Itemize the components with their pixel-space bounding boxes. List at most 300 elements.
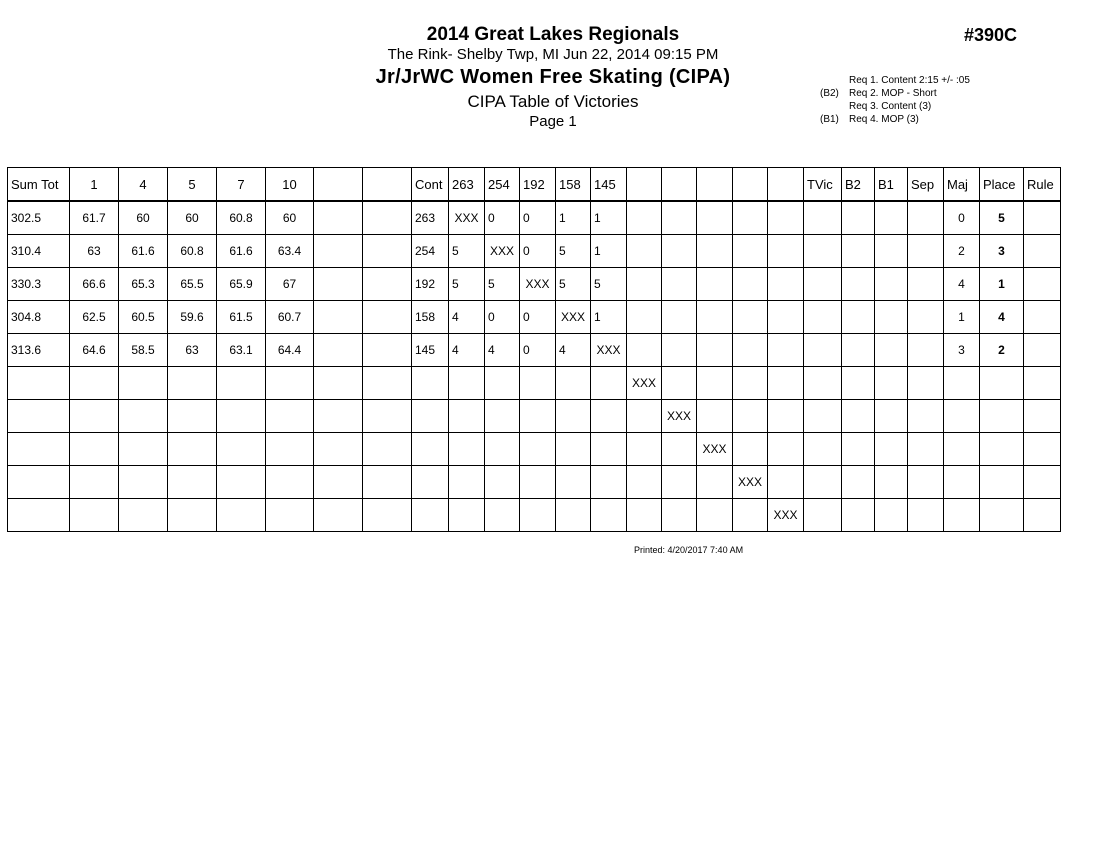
table-cell xyxy=(627,235,662,268)
place-cell xyxy=(980,499,1024,532)
table-cell: 5 xyxy=(485,268,520,301)
table-cell: 60.7 xyxy=(266,301,314,334)
table-cell xyxy=(412,367,449,400)
table-cell xyxy=(1024,334,1061,367)
place-cell: 2 xyxy=(980,334,1024,367)
table-cell xyxy=(168,499,217,532)
table-cell xyxy=(908,400,944,433)
table-cell xyxy=(842,466,875,499)
table-cell: 61.7 xyxy=(70,201,119,235)
table-cell xyxy=(556,367,591,400)
table-header-row xyxy=(8,168,1061,202)
table-cell xyxy=(363,301,412,334)
table-cell xyxy=(520,499,556,532)
table-cell xyxy=(485,367,520,400)
requirement-code: (B1) xyxy=(820,114,839,125)
table-cell xyxy=(119,499,168,532)
table-cell: 58.5 xyxy=(119,334,168,367)
table-cell xyxy=(449,433,485,466)
table-cell xyxy=(662,367,697,400)
self-comparison-cell: XXX xyxy=(485,235,520,268)
table-cell: 5 xyxy=(449,268,485,301)
requirement-text: Req 4. MOP (3) xyxy=(849,114,919,125)
table-cell xyxy=(412,400,449,433)
table-cell: 1 xyxy=(591,235,627,268)
table-cell xyxy=(217,499,266,532)
column-header: Sep xyxy=(908,168,944,202)
table-cell xyxy=(733,499,768,532)
table-cell: 63.4 xyxy=(266,235,314,268)
table-cell xyxy=(314,400,363,433)
table-cell xyxy=(804,201,842,235)
table-cell xyxy=(842,400,875,433)
table-cell xyxy=(8,400,70,433)
table-cell xyxy=(8,433,70,466)
column-header: B1 xyxy=(875,168,908,202)
table-cell xyxy=(875,400,908,433)
table-cell xyxy=(804,301,842,334)
table-cell xyxy=(70,433,119,466)
table-cell xyxy=(1024,499,1061,532)
table-cell xyxy=(70,499,119,532)
column-header xyxy=(363,168,412,202)
table-cell: 310.4 xyxy=(8,235,70,268)
table-cell xyxy=(363,466,412,499)
table-cell xyxy=(556,433,591,466)
table-cell: 61.6 xyxy=(119,235,168,268)
table-cell xyxy=(842,433,875,466)
table-cell: 65.5 xyxy=(168,268,217,301)
table-cell xyxy=(1024,433,1061,466)
table-cell: 0 xyxy=(520,334,556,367)
table-cell xyxy=(662,499,697,532)
table-cell: 330.3 xyxy=(8,268,70,301)
table-row xyxy=(8,433,1061,466)
table-cell: 2 xyxy=(944,235,980,268)
table-cell xyxy=(875,268,908,301)
table-cell xyxy=(804,499,842,532)
table-cell xyxy=(119,466,168,499)
column-header xyxy=(662,168,697,202)
table-row xyxy=(8,268,1061,301)
table-cell xyxy=(908,235,944,268)
table-cell xyxy=(697,268,733,301)
table-cell xyxy=(520,400,556,433)
table-cell xyxy=(314,235,363,268)
table-cell xyxy=(168,367,217,400)
table-cell xyxy=(314,367,363,400)
table-row xyxy=(8,334,1061,367)
table-cell xyxy=(627,268,662,301)
column-header: Cont xyxy=(412,168,449,202)
table-cell xyxy=(627,433,662,466)
table-cell xyxy=(944,367,980,400)
place-cell: 5 xyxy=(980,201,1024,235)
table-cell xyxy=(1024,268,1061,301)
table-cell xyxy=(314,433,363,466)
table-cell xyxy=(591,466,627,499)
table-cell: 1 xyxy=(556,201,591,235)
table-cell xyxy=(8,499,70,532)
column-header: 7 xyxy=(217,168,266,202)
table-cell xyxy=(314,201,363,235)
place-cell xyxy=(980,466,1024,499)
table-cell xyxy=(217,466,266,499)
table-cell xyxy=(266,466,314,499)
table-cell xyxy=(266,367,314,400)
self-comparison-cell: XXX xyxy=(627,367,662,400)
table-cell xyxy=(842,201,875,235)
table-cell xyxy=(908,268,944,301)
table-cell xyxy=(804,268,842,301)
table-cell xyxy=(842,367,875,400)
table-cell xyxy=(804,235,842,268)
table-cell: 60.8 xyxy=(168,235,217,268)
table-cell: 4 xyxy=(449,334,485,367)
table-cell xyxy=(119,433,168,466)
table-cell xyxy=(662,201,697,235)
column-header xyxy=(733,168,768,202)
table-cell xyxy=(875,334,908,367)
table-cell xyxy=(627,201,662,235)
table-cell: 60 xyxy=(168,201,217,235)
table-cell xyxy=(520,433,556,466)
self-comparison-cell: XXX xyxy=(591,334,627,367)
table-title: CIPA Table of Victories xyxy=(467,92,639,111)
table-cell: 302.5 xyxy=(8,201,70,235)
table-cell xyxy=(768,235,804,268)
column-header: Rule xyxy=(1024,168,1061,202)
table-cell xyxy=(449,400,485,433)
table-cell xyxy=(363,433,412,466)
table-cell xyxy=(363,201,412,235)
column-header xyxy=(314,168,363,202)
table-cell xyxy=(908,367,944,400)
table-row xyxy=(8,201,1061,235)
table-cell: 62.5 xyxy=(70,301,119,334)
table-cell xyxy=(768,466,804,499)
table-cell xyxy=(363,268,412,301)
table-cell xyxy=(944,400,980,433)
table-cell xyxy=(908,334,944,367)
table-cell xyxy=(266,400,314,433)
table-cell xyxy=(842,334,875,367)
table-cell xyxy=(556,466,591,499)
table-cell xyxy=(266,499,314,532)
table-cell xyxy=(314,301,363,334)
table-cell xyxy=(944,499,980,532)
table-cell xyxy=(908,499,944,532)
table-cell: 1 xyxy=(591,301,627,334)
table-cell xyxy=(697,367,733,400)
table-cell: 0 xyxy=(520,301,556,334)
table-cell xyxy=(768,334,804,367)
table-cell: 5 xyxy=(591,268,627,301)
table-cell xyxy=(627,400,662,433)
segment-title: Jr/JrWC Women Free Skating (CIPA) xyxy=(375,66,731,88)
table-cell xyxy=(627,499,662,532)
table-cell xyxy=(768,201,804,235)
table-cell xyxy=(1024,301,1061,334)
table-cell: 0 xyxy=(485,201,520,235)
place-cell xyxy=(980,400,1024,433)
table-cell xyxy=(908,201,944,235)
table-cell: 5 xyxy=(556,235,591,268)
event-name: 2014 Great Lakes Regionals xyxy=(426,24,680,45)
table-cell: 1 xyxy=(944,301,980,334)
table-cell: 63 xyxy=(168,334,217,367)
table-cell: 254 xyxy=(412,235,449,268)
table-cell: 0 xyxy=(485,301,520,334)
event-number: #390C xyxy=(964,25,1018,45)
table-cell xyxy=(485,466,520,499)
table-cell xyxy=(908,433,944,466)
table-cell xyxy=(168,433,217,466)
table-cell xyxy=(842,268,875,301)
table-cell xyxy=(363,235,412,268)
table-cell: 313.6 xyxy=(8,334,70,367)
table-cell xyxy=(363,499,412,532)
table-cell xyxy=(217,433,266,466)
table-cell xyxy=(842,301,875,334)
table-cell: 1 xyxy=(591,201,627,235)
table-cell xyxy=(266,433,314,466)
place-cell xyxy=(980,433,1024,466)
table-cell xyxy=(662,301,697,334)
self-comparison-cell: XXX xyxy=(697,433,733,466)
table-cell xyxy=(363,367,412,400)
table-cell xyxy=(733,400,768,433)
table-cell xyxy=(485,400,520,433)
self-comparison-cell: XXX xyxy=(733,466,768,499)
table-row xyxy=(8,499,1061,532)
self-comparison-cell: XXX xyxy=(520,268,556,301)
table-row xyxy=(8,466,1061,499)
table-cell: 145 xyxy=(412,334,449,367)
table-cell xyxy=(662,268,697,301)
requirement-text: Req 3. Content (3) xyxy=(849,101,932,112)
table-cell xyxy=(875,301,908,334)
table-cell xyxy=(627,334,662,367)
table-cell: 60 xyxy=(119,201,168,235)
table-cell xyxy=(697,499,733,532)
table-cell xyxy=(733,201,768,235)
column-header: 158 xyxy=(556,168,591,202)
table-cell xyxy=(804,433,842,466)
table-cell: 66.6 xyxy=(70,268,119,301)
table-row xyxy=(8,301,1061,334)
table-cell xyxy=(520,466,556,499)
table-cell xyxy=(314,334,363,367)
table-row xyxy=(8,367,1061,400)
table-cell xyxy=(697,334,733,367)
table-cell xyxy=(733,367,768,400)
table-cell xyxy=(556,400,591,433)
table-cell: 63.1 xyxy=(217,334,266,367)
table-cell xyxy=(168,400,217,433)
table-cell xyxy=(733,268,768,301)
table-cell xyxy=(627,466,662,499)
table-cell xyxy=(875,499,908,532)
table-cell: 304.8 xyxy=(8,301,70,334)
table-cell xyxy=(485,433,520,466)
column-header: TVic xyxy=(804,168,842,202)
table-cell: 4 xyxy=(556,334,591,367)
column-header xyxy=(768,168,804,202)
table-cell xyxy=(697,466,733,499)
table-cell xyxy=(412,433,449,466)
table-cell xyxy=(804,400,842,433)
table-cell xyxy=(768,367,804,400)
table-cell xyxy=(804,367,842,400)
column-header: 145 xyxy=(591,168,627,202)
table-cell xyxy=(314,466,363,499)
table-cell: 0 xyxy=(520,235,556,268)
table-cell xyxy=(875,201,908,235)
table-cell: 3 xyxy=(944,334,980,367)
table-cell xyxy=(662,235,697,268)
column-header: 263 xyxy=(449,168,485,202)
table-cell xyxy=(875,235,908,268)
table-cell: 59.6 xyxy=(168,301,217,334)
self-comparison-cell: XXX xyxy=(662,400,697,433)
table-cell: 61.5 xyxy=(217,301,266,334)
table-cell xyxy=(314,268,363,301)
table-cell: 64.4 xyxy=(266,334,314,367)
table-cell: 60 xyxy=(266,201,314,235)
table-cell xyxy=(449,499,485,532)
table-cell: 60.5 xyxy=(119,301,168,334)
table-cell: 192 xyxy=(412,268,449,301)
table-cell xyxy=(591,400,627,433)
table-cell: 64.6 xyxy=(70,334,119,367)
column-header xyxy=(697,168,733,202)
table-cell: 67 xyxy=(266,268,314,301)
table-cell: 61.6 xyxy=(217,235,266,268)
table-cell xyxy=(733,334,768,367)
requirement-text: Req 2. MOP - Short xyxy=(849,88,937,99)
table-row xyxy=(8,235,1061,268)
table-cell xyxy=(70,400,119,433)
table-cell xyxy=(70,367,119,400)
table-cell xyxy=(314,499,363,532)
table-cell xyxy=(8,466,70,499)
table-cell xyxy=(733,433,768,466)
table-cell xyxy=(804,466,842,499)
column-header: 254 xyxy=(485,168,520,202)
table-cell xyxy=(1024,201,1061,235)
table-cell xyxy=(662,334,697,367)
table-cell: 0 xyxy=(944,201,980,235)
table-cell xyxy=(485,499,520,532)
table-cell: 60.8 xyxy=(217,201,266,235)
table-cell xyxy=(944,433,980,466)
table-cell xyxy=(119,367,168,400)
table-cell xyxy=(908,301,944,334)
column-header: Sum Tot xyxy=(8,168,70,202)
table-cell xyxy=(591,367,627,400)
table-cell: 0 xyxy=(520,201,556,235)
table-cell xyxy=(627,301,662,334)
table-cell xyxy=(842,235,875,268)
victories-table xyxy=(7,167,1061,532)
table-cell xyxy=(591,499,627,532)
table-cell xyxy=(119,400,168,433)
table-cell xyxy=(768,400,804,433)
table-cell xyxy=(768,433,804,466)
venue-date-line: The Rink- Shelby Twp, MI Jun 22, 2014 09:15 PM xyxy=(387,46,719,63)
table-cell xyxy=(662,466,697,499)
table-cell xyxy=(875,466,908,499)
table-cell xyxy=(363,334,412,367)
table-cell xyxy=(168,466,217,499)
table-cell xyxy=(875,367,908,400)
table-cell: 4 xyxy=(449,301,485,334)
table-cell: 263 xyxy=(412,201,449,235)
table-cell xyxy=(217,367,266,400)
table-cell: 158 xyxy=(412,301,449,334)
table-cell xyxy=(591,433,627,466)
table-cell xyxy=(412,499,449,532)
table-cell xyxy=(733,235,768,268)
column-header: B2 xyxy=(842,168,875,202)
column-header: Place xyxy=(980,168,1024,202)
table-cell xyxy=(768,301,804,334)
table-cell: 4 xyxy=(485,334,520,367)
page-label: Page 1 xyxy=(529,113,577,130)
table-cell xyxy=(363,400,412,433)
table-cell xyxy=(875,433,908,466)
self-comparison-cell: XXX xyxy=(556,301,591,334)
table-cell: 5 xyxy=(556,268,591,301)
column-header: 5 xyxy=(168,168,217,202)
place-cell xyxy=(980,367,1024,400)
column-header: 4 xyxy=(119,168,168,202)
table-cell xyxy=(697,201,733,235)
table-cell xyxy=(520,367,556,400)
table-cell xyxy=(697,301,733,334)
table-cell: 63 xyxy=(70,235,119,268)
table-cell xyxy=(944,466,980,499)
table-cell xyxy=(70,466,119,499)
table-cell xyxy=(697,235,733,268)
column-header: 1 xyxy=(70,168,119,202)
place-cell: 1 xyxy=(980,268,1024,301)
table-cell xyxy=(412,466,449,499)
table-cell xyxy=(1024,367,1061,400)
table-cell: 65.9 xyxy=(217,268,266,301)
table-cell xyxy=(556,499,591,532)
table-cell xyxy=(842,499,875,532)
table-cell xyxy=(804,334,842,367)
self-comparison-cell: XXX xyxy=(449,201,485,235)
requirement-text: Req 1. Content 2:15 +/- :05 xyxy=(849,75,970,86)
table-cell: 5 xyxy=(449,235,485,268)
place-cell: 3 xyxy=(980,235,1024,268)
table-cell xyxy=(1024,235,1061,268)
place-cell: 4 xyxy=(980,301,1024,334)
table-cell xyxy=(1024,400,1061,433)
table-cell xyxy=(449,466,485,499)
table-cell xyxy=(662,433,697,466)
table-cell xyxy=(908,466,944,499)
printed-timestamp: Printed: 4/20/2017 7:40 AM xyxy=(634,545,744,555)
column-header: Maj xyxy=(944,168,980,202)
table-cell xyxy=(697,400,733,433)
column-header: 192 xyxy=(520,168,556,202)
table-row xyxy=(8,400,1061,433)
table-cell xyxy=(1024,466,1061,499)
